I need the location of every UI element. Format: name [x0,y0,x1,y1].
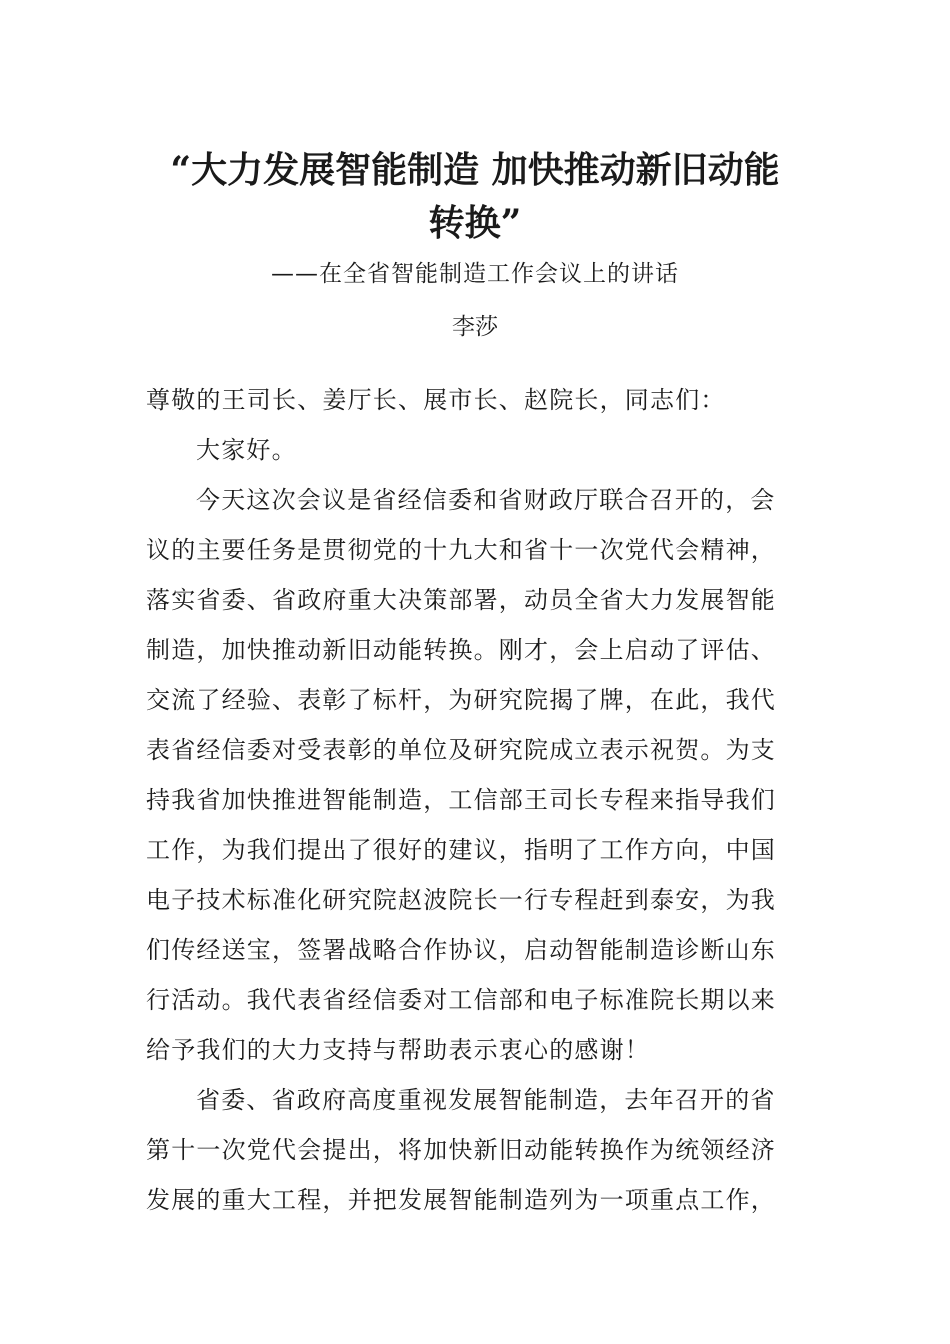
text-line: 制造，加快推动新旧动能转换。刚才，会上启动了评估、 [146,636,776,664]
title-line-1: “大力发展智能制造 加快推动新旧动能 [170,149,780,191]
subtitle: ——在全省智能制造工作会议上的讲话 [271,261,679,287]
text-line: 表省经信委对受表彰的单位及研究院成立表示祝贺。为支 [146,736,776,764]
text-line: 议的主要任务是贯彻党的十九大和省十一次党代会精神， [146,536,776,564]
text-line: 落实省委、省政府重大决策部署，动员全省大力发展智能 [146,586,776,614]
text-line: 交流了经验、表彰了标杆，为研究院揭了牌，在此，我代 [146,686,776,714]
text-line: 们传经送宝，签署战略合作协议，启动智能制造诊断山东 [146,936,776,964]
text-line: 电子技术标准化研究院赵波院长一行专程赶到泰安，为我 [146,886,776,914]
title-line-2: 转换” [428,202,522,244]
text-line: 持我省加快推进智能制造，工信部王司长专程来指导我们 [146,786,776,814]
text-line: 大家好。 [196,436,297,464]
text-line: 今天这次会议是省经信委和省财政厅联合召开的，会 [196,486,776,514]
text-line: 工作，为我们提出了很好的建议，指明了工作方向，中国 [146,836,776,864]
text-line: 第十一次党代会提出，将加快新旧动能转换作为统领经济 [146,1136,776,1164]
text-line: 省委、省政府高度重视发展智能制造，去年召开的省 [196,1086,776,1114]
text-line: 给予我们的大力支持与帮助表示衷心的感谢！ [146,1036,650,1064]
text-line: 发展的重大工程，并把发展智能制造列为一项重点工作， [146,1186,776,1214]
salutation-line: 尊敬的王司长、姜厅长、展市长、赵院长，同志们： [146,386,726,414]
text-line: 行活动。我代表省经信委对工信部和电子标准院长期以来 [146,986,776,1014]
author: 李莎 [452,314,498,340]
